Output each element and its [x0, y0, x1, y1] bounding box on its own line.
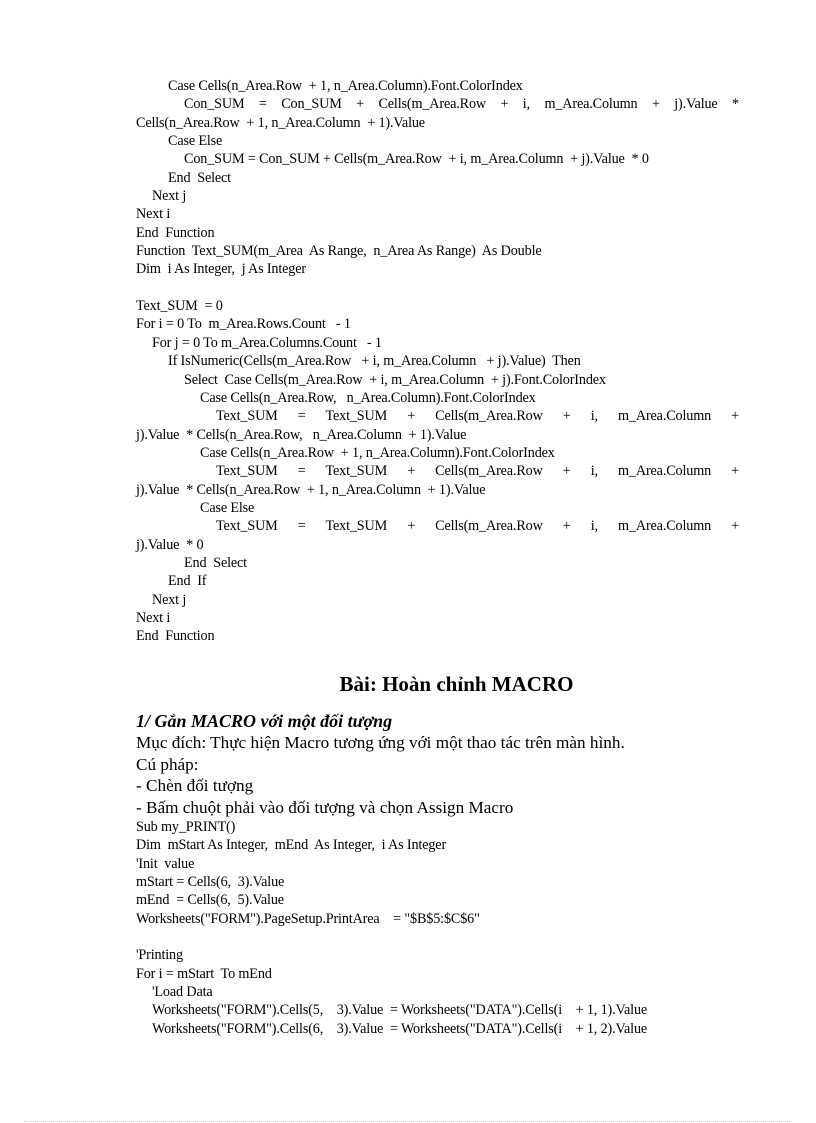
- code-line: For i = mStart To mEnd: [136, 965, 272, 982]
- code-line: Case Else: [200, 499, 255, 516]
- code-line: For i = 0 To m_Area.Rows.Count - 1: [136, 316, 351, 333]
- code-line: Next j: [152, 591, 187, 608]
- code-line: 'Init value: [136, 855, 195, 872]
- page-bottom-rule: [24, 1121, 792, 1122]
- code-line: Text_SUM = Text_SUM + Cells(m_Area.Row + i, m_Area.Column +: [216, 408, 739, 425]
- code-line: Worksheets("FORM").PageSetup.PrintArea = "$B$5:$C$6": [136, 910, 480, 927]
- code-line: Worksheets("FORM").Cells(5, 3).Value = Worksheets("DATA").Cells(i + 1, 1).Value: [152, 1002, 648, 1019]
- code-line: Text_SUM = Text_SUM + Cells(m_Area.Row + i, m_Area.Column +: [216, 463, 739, 480]
- code-line: Text_SUM = Text_SUM + Cells(m_Area.Row + i, m_Area.Column +: [216, 518, 739, 535]
- code-line: Dim i As Integer, j As Integer: [136, 261, 306, 278]
- code-line: Select Case Cells(m_Area.Row + i, m_Area.Column + j).Font.ColorIndex: [184, 371, 606, 388]
- code-block-functions: [136, 77, 739, 646]
- code-line: End Function: [136, 224, 215, 241]
- code-line: [136, 928, 739, 946]
- code-line: Dim mStart As Integer, mEnd As Integer, i As Integer: [136, 837, 447, 854]
- code-line: Sub my_PRINT(): [136, 819, 236, 835]
- prose-line: - Chèn đối tượng: [136, 776, 254, 795]
- code-line: End Function: [136, 628, 215, 645]
- code-line: [136, 279, 739, 297]
- code-line: Next i: [136, 206, 171, 223]
- subsection-heading: 1/ Gắn MACRO với một đối tượng: [136, 711, 393, 731]
- code-line: 'Printing: [136, 947, 183, 964]
- prose-block: [136, 732, 756, 818]
- code-line: Next i: [136, 609, 171, 626]
- code-block-macro: [136, 818, 739, 1038]
- code-line: Next j: [152, 188, 187, 205]
- code-line: Cells(n_Area.Row + 1, n_Area.Column + 1).Value: [136, 114, 425, 131]
- code-line: j).Value * 0: [136, 536, 204, 553]
- code-line: Text_SUM = 0: [136, 298, 223, 315]
- code-line: Case Cells(n_Area.Row + 1, n_Area.Column).Font.ColorIndex: [168, 78, 523, 94]
- code-line: mStart = Cells(6, 3).Value: [136, 874, 285, 891]
- prose-line: - Bấm chuột phải vào đối tượng và chọn Assign Macro: [136, 797, 514, 817]
- section-title: Bài: Hoàn chỉnh MACRO: [339, 672, 574, 696]
- code-line: End Select: [168, 169, 231, 186]
- code-line: Case Cells(n_Area.Row, n_Area.Column).Font.ColorIndex: [200, 389, 536, 406]
- code-line: Con_SUM = Con_SUM + Cells(m_Area.Row + i, m_Area.Column + j).Value *: [184, 96, 739, 113]
- code-line: Function Text_SUM(m_Area As Range, n_Area As Range) As Double: [136, 243, 542, 260]
- code-line: End If: [168, 573, 207, 590]
- code-line: j).Value * Cells(n_Area.Row + 1, n_Area.Column + 1).Value: [136, 481, 486, 498]
- code-line: mEnd = Cells(6, 5).Value: [136, 892, 284, 909]
- prose-line: Cú pháp:: [136, 754, 199, 774]
- code-line: For j = 0 To m_Area.Columns.Count - 1: [152, 334, 382, 351]
- code-line: 'Load Data: [152, 984, 213, 1001]
- code-line: j).Value * Cells(n_Area.Row, n_Area.Column + 1).Value: [136, 426, 467, 443]
- prose-line: Mục đích: Thực hiện Macro tương ứng với một thao tác trên màn hình.: [136, 733, 625, 752]
- code-line: Case Else: [168, 133, 223, 150]
- code-line: Case Cells(n_Area.Row + 1, n_Area.Column).Font.ColorIndex: [200, 444, 555, 461]
- code-line: If IsNumeric(Cells(m_Area.Row + i, m_Area.Column + j).Value) Then: [168, 353, 581, 370]
- code-line: End Select: [184, 554, 247, 571]
- code-line: Worksheets("FORM").Cells(6, 3).Value = Worksheets("DATA").Cells(i + 1, 2).Value: [152, 1020, 648, 1037]
- code-line: Con_SUM = Con_SUM + Cells(m_Area.Row + i, m_Area.Column + j).Value * 0: [184, 151, 649, 168]
